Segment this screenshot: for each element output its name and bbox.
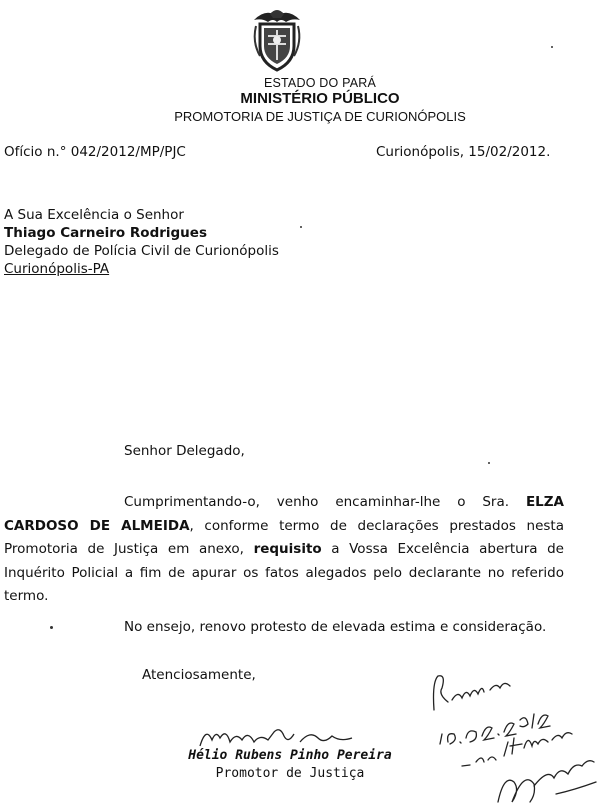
paragraph-text-mid: , conforme termo de declarações prestados nesta Promotoria de Justiça em anexo, [4, 517, 564, 557]
addressee-salutation: A Sua Excelência o Senhor [4, 207, 184, 223]
scan-speck [551, 46, 553, 48]
paragraph-text-start: Cumprimentando-o, venho encaminhar-lhe o Sra. [124, 494, 526, 510]
paragraph-text-end: a Vossa Excelência abertura de Inquérito Policial a fim de apurar os fatos alegados pelo declarante no referido termo. [4, 541, 564, 604]
header-state: ESTADO DO PARÁ [263, 76, 377, 90]
scan-speck [50, 626, 53, 629]
header-institution: MINISTÉRIO PÚBLICO [240, 90, 400, 107]
greeting: Senhor Delegado, [124, 443, 245, 459]
handwritten-receipt-note-icon [424, 662, 600, 808]
scan-speck [488, 462, 490, 464]
addressee-name: Thiago Carneiro Rodrigues [4, 225, 207, 241]
addressee-city: Curionópolis-PA [4, 261, 110, 277]
state-coat-of-arms-icon [248, 6, 306, 72]
scan-speck [300, 226, 302, 228]
paragraph-highlight-verb: requisito [253, 541, 322, 557]
body-paragraph-2: No ensejo, renovo protesto de elevada estima e consideração. [124, 619, 547, 635]
letter-reference-number: Ofício n.° 042/2012/MP/PJC [4, 144, 186, 160]
addressee-role: Delegado de Polícia Civil de Curionópolis [4, 243, 279, 259]
closing-phrase: Atenciosamente, [142, 667, 256, 683]
header-department: PROMOTORIA DE JUSTIÇA DE CURIONÓPOLIS [174, 109, 466, 124]
signatory-title: Promotor de Justiça [215, 766, 365, 781]
letter-place-date: Curionópolis, 15/02/2012. [376, 144, 551, 160]
signatory-name: Hélio Rubens Pinho Pereira [188, 748, 392, 763]
paragraph-highlight-name: ELZA CARDOSO DE ALMEIDA [4, 494, 564, 534]
body-paragraph-1 [4, 491, 564, 609]
